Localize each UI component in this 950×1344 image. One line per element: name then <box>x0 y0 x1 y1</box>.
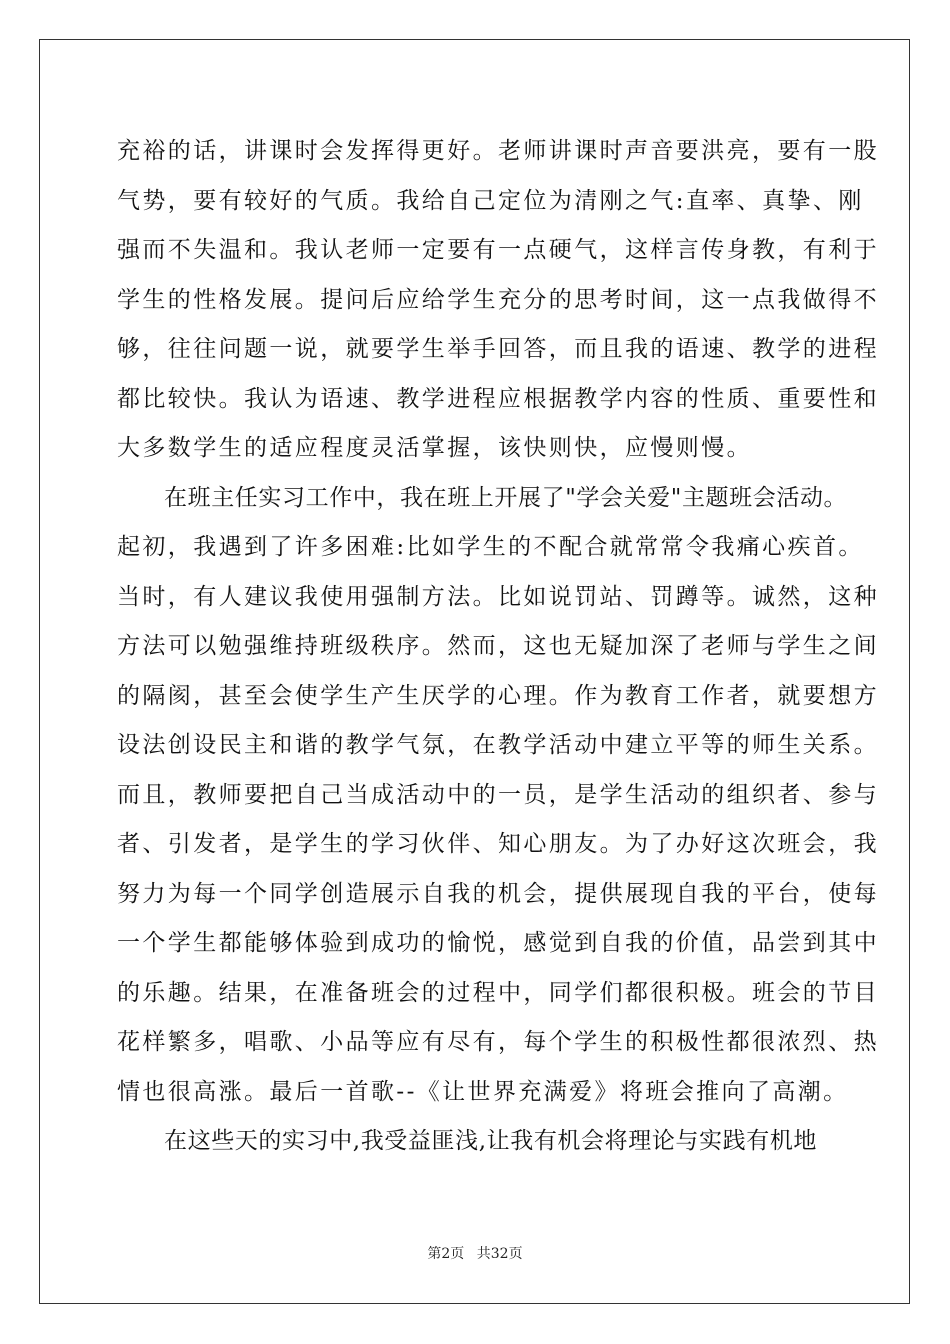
text-line: 强而不失温和。我认老师一定要有一点硬气，这样言传身教，有利于 <box>117 237 879 263</box>
page-footer <box>0 1243 950 1263</box>
text-line: 努力为每一个同学创造展示自我的机会，提供展现自我的平台，使每 <box>117 880 879 907</box>
text-line: 设法创设民主和谐的教学气氛，在教学活动中建立平等的师生关系。 <box>117 732 879 758</box>
text-line: 都比较快。我认为语速、教学进程应根据教学内容的性质、重要性和 <box>117 385 879 412</box>
paragraph-start-line: 在班主任实习工作中，我在班上开展了"学会关爱"主题班会活动。 <box>164 484 848 511</box>
text-line: 情也很高涨。最后一首歌--《让世界充满爱》将班会推向了高潮。 <box>117 1078 849 1105</box>
text-line: 花样繁多，唱歌、小品等应有尽有，每个学生的积极性都很浓烈、热 <box>117 1029 879 1055</box>
text-line: 气势，要有较好的气质。我给自己定位为清刚之气:直率、真挚、刚 <box>117 187 864 214</box>
text-line: 大多数学生的适应程度灵活掌握，该快则快，应慢则慢。 <box>117 435 752 461</box>
text-line: 充裕的话，讲课时会发挥得更好。老师讲课时声音要洪亮，要有一股 <box>117 138 879 164</box>
page-number-current: 第2页 <box>427 1246 465 1262</box>
text-line: 者、引发者，是学生的学习伙伴、知心朋友。为了办好这次班会，我 <box>117 831 879 857</box>
text-line: 而且，教师要把自己当成活动中的一员，是学生活动的组织者、参与 <box>117 781 879 808</box>
page-number-total: 共32页 <box>476 1246 523 1262</box>
text-line: 的隔阂，甚至会使学生产生厌学的心理。作为教育工作者，就要想方 <box>117 682 879 709</box>
text-line: 够，往往问题一说，就要学生举手回答，而且我的语速、教学的进程 <box>117 336 879 362</box>
document-body <box>117 127 879 1167</box>
text-line: 方法可以勉强维持班级秩序。然而，这也无疑加深了老师与学生之间 <box>117 633 879 659</box>
text-line: 当时，有人建议我使用强制方法。比如说罚站、罚蹲等。诚然，这种 <box>117 583 879 610</box>
text-line: 一个学生都能够体验到成功的愉悦，感觉到自我的价值，品尝到其中 <box>117 930 879 956</box>
paragraph-start-line: 在这些天的实习中,我受益匪浅,让我有机会将理论与实践有机地 <box>164 1128 818 1154</box>
text-line: 的乐趣。结果，在准备班会的过程中，同学们都很积极。班会的节目 <box>117 979 879 1006</box>
text-line: 起初，我遇到了许多困难:比如学生的不配合就常常令我痛心疾首。 <box>117 534 864 560</box>
text-line: 学生的性格发展。提问后应给学生充分的思考时间，这一点我做得不 <box>117 286 879 313</box>
